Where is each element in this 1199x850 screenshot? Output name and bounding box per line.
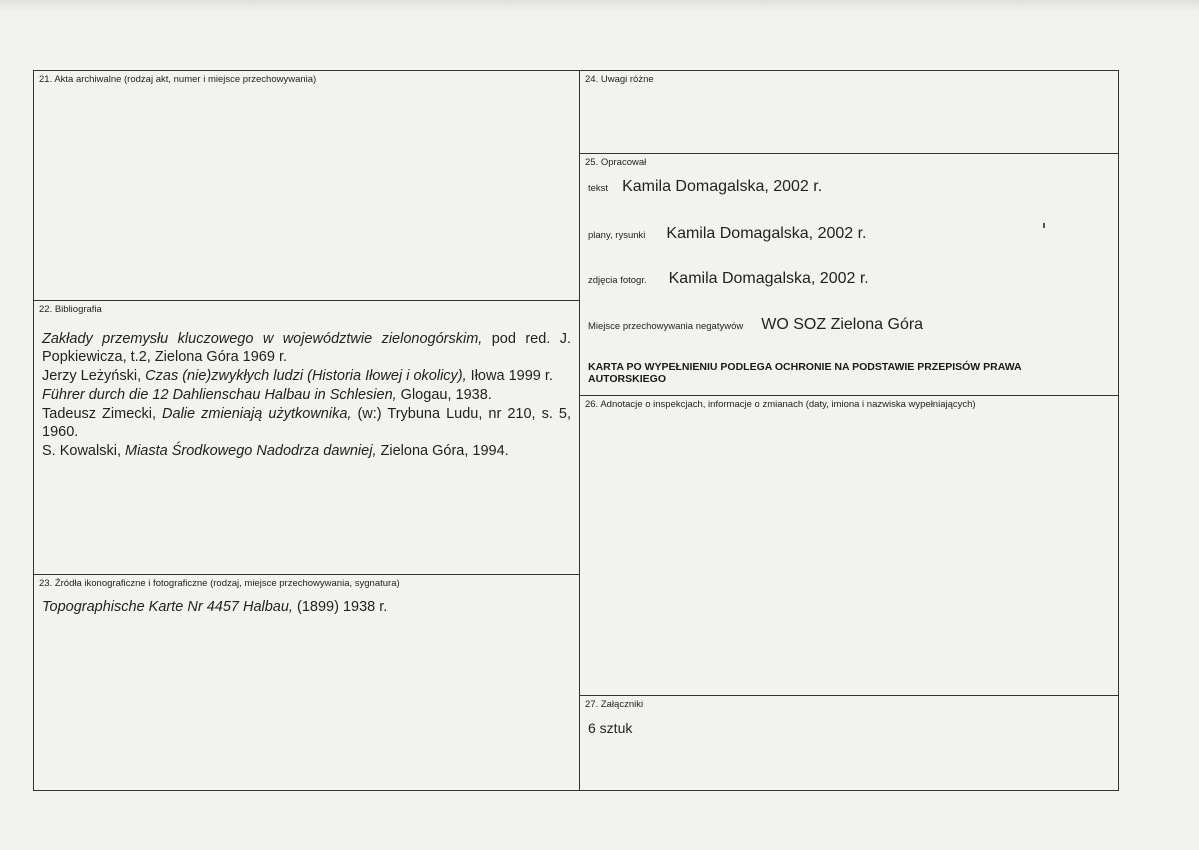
copyright-notice: KARTA PO WYPEŁNIENIU PODLEGA OCHRONIE NA PODSTAWIE PRZEPISÓW PRAWA AUTORSKIEGO	[588, 361, 1022, 385]
bibliography-entry: Jerzy Leżyński, Czas (nie)zwykłych ludzi (Historia Iłowej i okolicy), Iłowa 1999 r.	[42, 368, 553, 384]
section-27-header: 27. Załączniki	[585, 699, 644, 710]
bibliography-list	[34, 315, 579, 460]
section-26-annotations	[580, 396, 1118, 696]
row-value: Kamila Domagalska, 2002 r.	[666, 225, 867, 242]
row-value: Kamila Domagalska, 2002 r.	[668, 270, 869, 287]
row-value: WO SOZ Zielona Góra	[761, 316, 924, 333]
section-23-header: 23. Źródła ikonograficzne i fotograficzne (rodzaj, miejsce przechowywania, sygnatura)	[39, 578, 400, 589]
section-21-header: 21. Akta archiwalne (rodzaj akt, numer i miejsce przechowywania)	[39, 74, 317, 85]
section-25-header: 25. Opracował	[585, 157, 647, 168]
iconographic-entry: Topographische Karte Nr 4457 Halbau, (1899) 1938 r.	[42, 599, 388, 615]
row-label: tekst	[588, 183, 609, 194]
section-23-iconographic-sources	[34, 575, 579, 792]
bibliography-entry: Tadeusz Zimecki, Dalie zmieniają użytkownika, (w:) Trybuna Ludu, nr 210, s. 5, 1960.	[42, 406, 571, 440]
bibliography-entry: Zakłady przemysłu kluczowego w województwie zielonogórskim, pod red. J. Popkiewicza, t.2, Zielona Góra 1969 r.	[42, 331, 571, 365]
section-22-header: 22. Bibliografia	[39, 304, 102, 315]
section-24-remarks	[580, 71, 1118, 154]
section-25-prepared-by	[580, 154, 1118, 396]
scan-edge	[0, 0, 1199, 12]
right-column	[580, 71, 1118, 790]
prepared-row-drawings	[588, 225, 867, 243]
scan-speck	[1043, 223, 1045, 228]
row-label: Miejsce przechowywania negatywów	[588, 321, 744, 332]
attachments-value: 6 sztuk	[588, 720, 633, 736]
section-21-archival-records	[34, 71, 579, 301]
row-value: Kamila Domagalska, 2002 r.	[622, 178, 823, 195]
section-22-bibliography	[34, 301, 579, 575]
row-label: plany, rysunki	[588, 230, 646, 241]
bibliography-entry: S. Kowalski, Miasta Środkowego Nadodrza dawniej, Zielona Góra, 1994.	[42, 443, 509, 459]
section-24-header: 24. Uwagi różne	[585, 74, 654, 85]
bibliography-entry: Führer durch die 12 Dahlienschau Halbau in Schlesien, Glogau, 1938.	[42, 387, 492, 403]
section-26-header: 26. Adnotacje o inspekcjach, informacje o zmianach (daty, imiona i nazwiska wypełniających)	[585, 399, 976, 410]
left-column	[34, 71, 580, 790]
prepared-row-text	[588, 178, 822, 196]
row-label: zdjęcia fotogr.	[588, 275, 647, 286]
prepared-row-photos	[588, 270, 869, 288]
record-form	[33, 70, 1119, 791]
prepared-row-negatives	[588, 316, 923, 334]
section-27-attachments	[580, 696, 1118, 792]
